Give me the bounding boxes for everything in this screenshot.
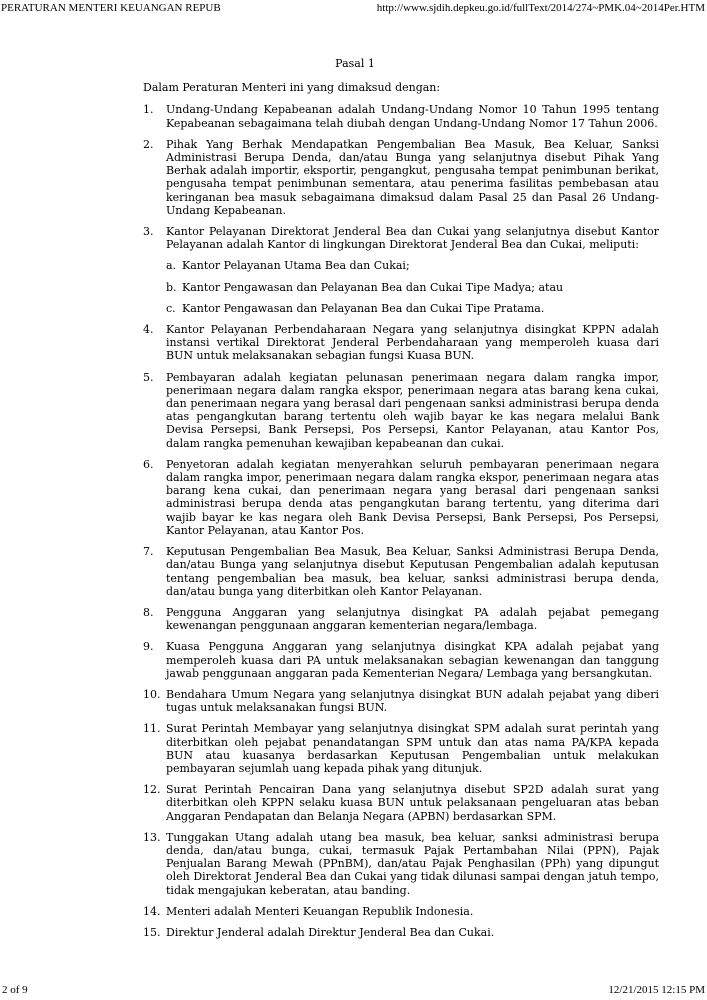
item-text: Bendahara Umum Negara yang selanjutnya disingkat BUN adalah pejabat yang diberi tugas untuk melaksanakan fungsi BUN. bbox=[166, 687, 659, 715]
sub-item-label: c. bbox=[166, 301, 176, 315]
item-number: 6. bbox=[143, 457, 154, 471]
definition-list bbox=[143, 103, 659, 939]
item-text: Surat Perintah Pencairan Dana yang selanjutnya disebut SP2D adalah surat yang diterbitkan oleh KPPN selaku kuasa BUN untuk pelaksanaan pengeluaran atas beban Anggaran Pendapatan dan Belanja Negara (APBN) berdasarkan SPM. bbox=[166, 783, 659, 823]
sub-item-c bbox=[166, 302, 659, 315]
item-number: 1. bbox=[143, 103, 154, 117]
item-number: 10. bbox=[143, 687, 161, 701]
item-text: Undang-Undang Kepabeanan adalah Undang-Undang Nomor 10 Tahun 1995 tentang Kepabeanan sebagaimana telah diubah dengan Undang-Undang Nomor 17 Tahun 2006. bbox=[166, 103, 659, 130]
definition-item-5 bbox=[143, 371, 659, 450]
item-text: Pihak Yang Berhak Mendapatkan Pengembalian Bea Masuk, Bea Keluar, Sanksi Administrasi Berupa Denda, dan/atau Bunga yang selanjutnya disebut Pihak Yang Berhak adalah importir, eksportir, pengangkut, pengusaha tempat penimbunan berikat, pengusaha tempat penimbunan sementara, atau penerima fasilitas pembebasan atau keringanan bea masuk sebagaimana dimaksud dalam Pasal 25 dan Pasal 26 Undang-Undang Kepabeanan. bbox=[166, 137, 659, 217]
item-text: Surat Perintah Membayar yang selanjutnya disingkat SPM adalah surat perintah yang diterbitkan oleh pejabat penandatangan SPM untuk dan atas nama PA/KPA kepada BUN atau kuasanya berdasarkan Keputusan Pengembalian untuk melakukan pembayaran sejumlah uang kepada pihak yang ditunjuk. bbox=[166, 722, 659, 775]
definition-item-8 bbox=[143, 606, 659, 632]
sub-item-label: b. bbox=[166, 280, 177, 294]
item-number: 14. bbox=[143, 904, 161, 918]
item-text: Kuasa Pengguna Anggaran yang selanjutnya disingkat KPA adalah pejabat yang memperoleh kuasa dari PA untuk melaksanakan sebagian kewenangan dan tanggung jawab penggunaan anggaran pada Kementerian Negara/ Lembaga yang bersangkutan. bbox=[166, 640, 659, 680]
header-document-title: PERATURAN MENTERI KEUANGAN REPUB bbox=[1, 2, 221, 14]
sub-item-text: Kantor Pengawasan dan Pelayanan Bea dan Cukai Tipe Pratama. bbox=[182, 301, 545, 315]
definition-item-10 bbox=[143, 688, 659, 714]
item-text: Keputusan Pengembalian Bea Masuk, Bea Keluar, Sanksi Administrasi Berupa Denda, dan/atau Bunga yang selanjutnya disebut Keputusan Pengembalian adalah keputusan tentang pengembalian bea masuk, bea keluar, sanksi administrasi berupa denda, dan/atau bunga yang diterbitkan oleh Kantor Pelayanan. bbox=[166, 545, 659, 598]
item-number: 8. bbox=[143, 605, 154, 619]
footer-page-number: 2 of 9 bbox=[2, 984, 28, 996]
item-number: 13. bbox=[143, 830, 161, 844]
item-number: 7. bbox=[143, 545, 154, 559]
definition-item-12 bbox=[143, 783, 659, 823]
definition-item-13 bbox=[143, 831, 659, 897]
item-text: Kantor Pelayanan Direktorat Jenderal Bea dan Cukai yang selanjutnya disebut Kantor Pelayanan adalah Kantor di lingkungan Direktorat Jenderal Bea dan Cukai, meliputi: bbox=[166, 225, 659, 252]
definition-item-3 bbox=[143, 225, 659, 315]
sub-item-text: Kantor Pengawasan dan Pelayanan Bea dan Cukai Tipe Madya; atau bbox=[182, 280, 564, 294]
item-text: Pengguna Anggaran yang selanjutnya disingkat PA adalah pejabat pemegang kewenangan penggunaan anggaran kementerian negara/lembaga. bbox=[166, 605, 659, 633]
item-text: Direktur Jenderal adalah Direktur Jenderal Bea dan Cukai. bbox=[166, 925, 495, 939]
definition-item-2 bbox=[143, 138, 659, 217]
item-text: Kantor Pelayanan Perbendaharaan Negara yang selanjutnya disingkat KPPN adalah instansi vertikal Direktorat Jenderal Perbendaharaan yang memperoleh kuasa dari BUN untuk melaksanakan sebagian fungsi Kuasa BUN. bbox=[166, 323, 659, 363]
page-title: Pasal 1 bbox=[335, 57, 375, 70]
intro-paragraph: Dalam Peraturan Menteri ini yang dimaksud dengan: bbox=[143, 81, 441, 95]
item-text: Menteri adalah Menteri Keuangan Republik Indonesia. bbox=[166, 904, 474, 918]
item-number: 12. bbox=[143, 783, 161, 797]
sub-item-a bbox=[166, 259, 659, 272]
item-number: 5. bbox=[143, 370, 154, 384]
definition-item-4 bbox=[143, 323, 659, 363]
item-number: 11. bbox=[143, 722, 161, 736]
sub-item-b bbox=[166, 281, 659, 294]
sub-definition-list bbox=[166, 259, 659, 315]
definition-item-11 bbox=[143, 722, 659, 775]
definition-item-1 bbox=[143, 103, 659, 129]
definition-item-6 bbox=[143, 458, 659, 537]
sub-item-label: a. bbox=[166, 259, 177, 273]
sub-item-text: Kantor Pelayanan Utama Bea dan Cukai; bbox=[182, 259, 410, 273]
item-text: Tunggakan Utang adalah utang bea masuk, bea keluar, sanksi administrasi berupa denda, dan/atau bunga, cukai, termasuk Pajak Pertambahan Nilai (PPN), Pajak Penjualan Barang Mewah (PPnBM), dan/atau Pajak Penghasilan (PPh) yang dipungut oleh Direktorat Jenderal Bea dan Cukai yang tidak dilunasi sampai dengan jatuh tempo, tidak mengajukan keberatan, atau banding. bbox=[166, 830, 659, 897]
document-body bbox=[143, 57, 659, 947]
header-source-url: http://www.sjdih.depkeu.go.id/fullText/2014/274~PMK.04~2014Per.HTM bbox=[376, 2, 705, 14]
item-text: Penyetoran adalah kegiatan menyerahkan seluruh pembayaran penerimaan negara dalam rangka impor, penerimaan negara dalam rangka ekspor, penerimaan negara atas barang kena cukai, dan penerimaan negara yang berasal dari pengenaan sanksi administrasi berupa denda atas pengangkutan barang tertentu, yang diterima dari wajib bayar ke kas negara oleh Bank Devisa Persepsi, Bank Persepsi, Pos Persepsi, Kantor Pelayanan, atau Kantor Pos. bbox=[166, 457, 659, 537]
item-number: 9. bbox=[143, 640, 154, 654]
item-number: 15. bbox=[143, 925, 161, 939]
item-number: 3. bbox=[143, 225, 154, 239]
definition-item-9 bbox=[143, 640, 659, 680]
definition-item-7 bbox=[143, 545, 659, 598]
footer-timestamp: 12/21/2015 12:15 PM bbox=[608, 984, 705, 996]
item-number: 4. bbox=[143, 323, 154, 337]
definition-item-15 bbox=[143, 926, 659, 939]
item-text: Pembayaran adalah kegiatan pelunasan penerimaan negara dalam rangka impor, penerimaan negara dalam rangka ekspor, penerimaan negara atas barang kena cukai, dan penerimaan negara yang berasal dari pengenaan sanksi administrasi berupa denda atas pengangkutan barang tertentu oleh wajib bayar ke kas negara melalui Bank Devisa Persepsi, Bank Persepsi, Pos Persepsi, Kantor Pelayanan, atau Kantor Pos, dalam rangka pemenuhan kewajiban kepabeanan dan cukai. bbox=[166, 370, 659, 450]
definition-item-14 bbox=[143, 905, 659, 918]
item-number: 2. bbox=[143, 137, 154, 151]
